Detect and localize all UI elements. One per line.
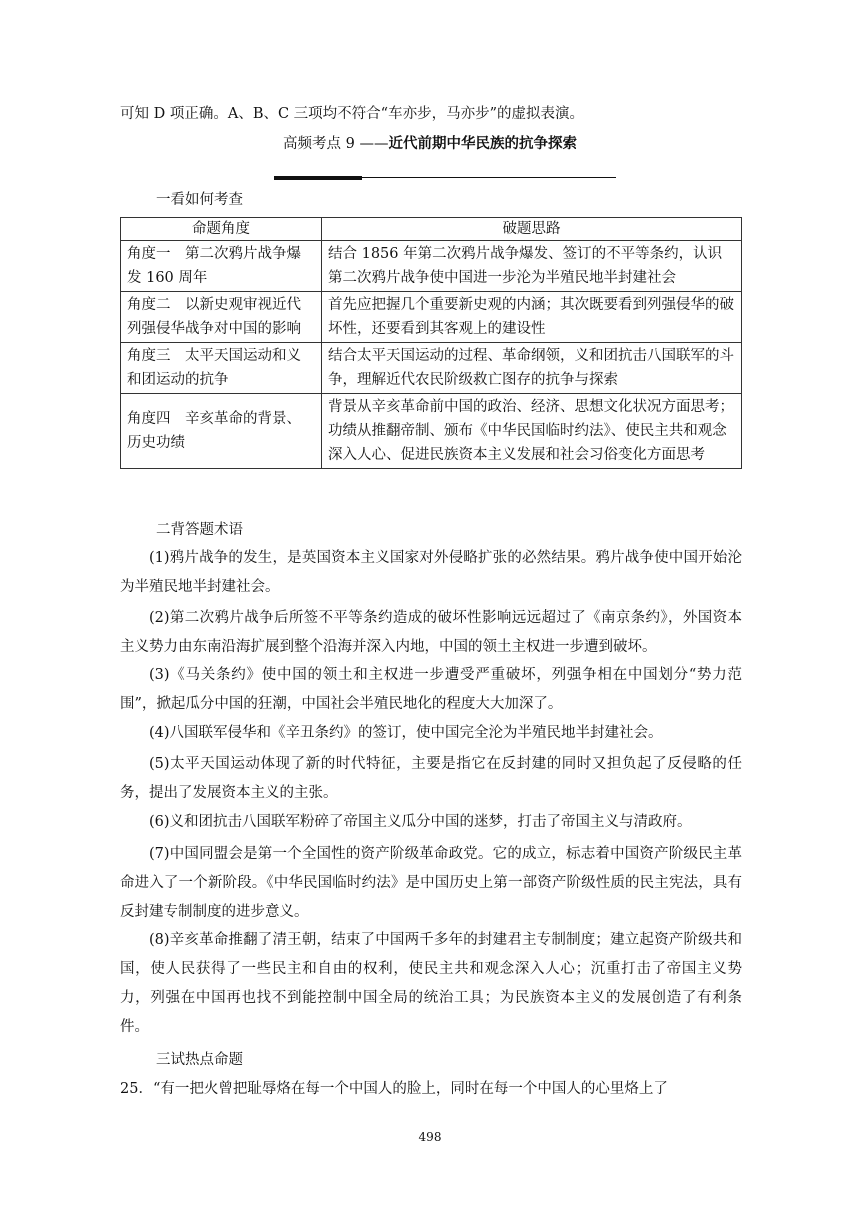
term-point: (1)鸦片战争的发生，是英国资本主义国家对外侵略扩张的必然结果。鸦片战争使中国开始沦为半殖民地半封建社会。 [120,550,742,595]
table-row [121,292,742,343]
table-cell-approach: 结合 1856 年第二次鸦片战争爆发、签订的不平等条约，认识第二次鸦片战争使中国进一步沦为半殖民地半封建社会 [322,241,742,292]
page-number: 498 [418,1130,442,1144]
table-cell-approach: 首先应把握几个重要新史观的内涵；其次既要看到列强侵华的破坏性，还要看到其客观上的建设性 [322,292,742,343]
section-title-3: 三试热点命题 [156,1052,243,1068]
term-point: (7)中国同盟会是第一个全国性的资产阶级革命政党。它的成立，标志着中国资产阶级民主革命进入了一个新阶段。《中华民国临时约法》是中国历史上第一部资产阶级性质的民主宪法，具有反封建专制制度的进步意义。 [120,846,742,920]
table-cell-angle: 角度二 以新史观审视近代列强侵华战争对中国的影响 [121,292,322,343]
term-point: (5)太平天国运动体现了新的时代特征，主要是指它在反封建的同时又担负起了反侵略的任务，提出了发展资本主义的主张。 [120,756,742,801]
term-point: (6)义和团抗击八国联军粉碎了帝国主义瓜分中国的迷梦，打击了帝国主义与清政府。 [149,814,692,830]
heading-rule-thick [274,176,362,180]
term-point: (8)辛亥革命推翻了清王朝，结束了中国两千多年的封建君主专制制度；建立起资产阶级共和国，使人民获得了一些民主和自由的权利，使民主共和观念深入人心；沉重打击了帝国主义势力，列强在中国再也找不到能控制中国全局的统治工具；为民族资本主义的发展创造了有利条件。 [120,932,742,1035]
table-header-row [121,218,742,241]
term-point: (4)八国联军侵华和《辛丑条约》的签订，使中国完全沦为半殖民地半封建社会。 [149,725,663,741]
table-cell-approach: 背景从辛亥革命前中国的政治、经济、思想文化状况方面思考；功绩从推翻帝制、颁布《中华民国临时约法》、使民主共和观念深入人心、促进民族资本主义发展和社会习俗变化方面思考 [322,394,742,469]
term-point: (2)第二次鸦片战争后所签不平等条约造成的破坏性影响远远超过了《南京条约》，外国资本主义势力由东南沿海扩展到整个沿海并深入内地，中国的领土主权进一步遭到破坏。 [120,610,742,655]
table-header-approach: 破题思路 [322,218,742,241]
table-header-angle: 命题角度 [121,218,322,241]
question-start: 25．“有一把火曾把耻辱烙在每一个中国人的脸上，同时在每一个中国人的心里烙上了 [120,1081,668,1097]
table-cell-angle: 角度一 第二次鸦片战争爆发 160 周年 [121,241,322,292]
heading-rule-thin [362,177,616,178]
intro-line: 可知 D 项正确。A、B、C 三项均不符合“车亦步，马亦步”的虚拟表演。 [120,106,584,122]
term-point: (3)《马关条约》使中国的领土和主权进一步遭受严重破坏，列强争相在中国划分“势力范围”，掀起瓜分中国的狂潮，中国社会半殖民地化的程度大大加深了。 [120,667,742,712]
table-cell-angle: 角度四 辛亥革命的背景、历史功绩 [121,394,322,469]
table-row [121,394,742,469]
table-cell-approach: 结合太平天国运动的过程、革命纲领，义和团抗击八国联军的斗争，理解近代农民阶级救亡图存的抗争与探索 [322,343,742,394]
angle-table [120,217,742,469]
table-row [121,241,742,292]
topic-heading [0,134,860,154]
heading-prefix: 高频考点 9 —— [283,136,389,152]
section-title-1: 一看如何考查 [156,192,243,208]
table-row [121,343,742,394]
section-title-2: 二背答题术语 [156,522,243,538]
table-cell-angle: 角度三 太平天国运动和义和团运动的抗争 [121,343,322,394]
heading-title: 近代前期中华民族的抗争探索 [388,135,577,152]
